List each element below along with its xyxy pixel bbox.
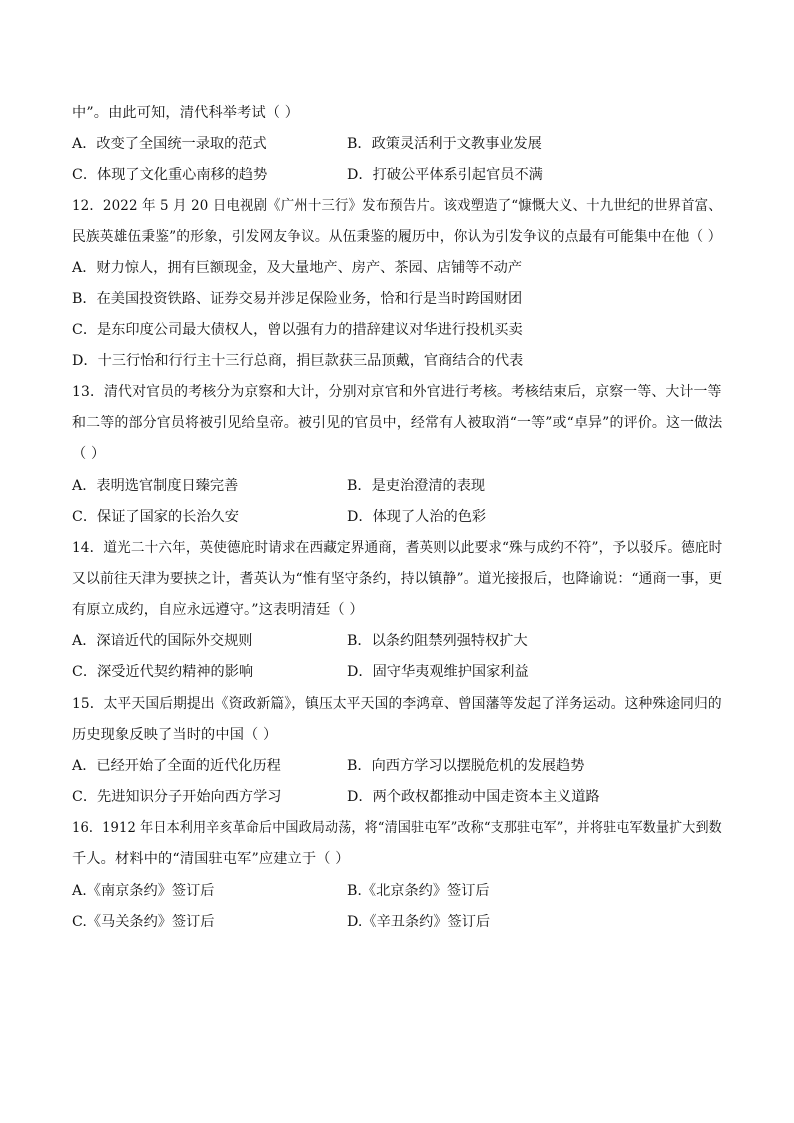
q12-option-c[interactable]: C．是东印度公司最大债权人，曾以强有力的措辞建议对华进行投机买卖	[72, 322, 523, 338]
q13-option-b[interactable]: B．是吏治澄清的表现	[347, 478, 486, 494]
q13-option-a[interactable]: A．表明选官制度日臻完善	[72, 478, 239, 494]
q12-option-d[interactable]: D．十三行怡和行行主十三行总商，捐巨款获三品顶戴，官商结合的代表	[72, 353, 524, 369]
q13-stem-line-3: （ ）	[72, 446, 106, 462]
q15-option-c[interactable]: C．先进知识分子开始向西方学习	[72, 789, 282, 805]
q15-option-b[interactable]: B．向西方学习以摆脱危机的发展趋势	[347, 758, 585, 774]
q16-option-d[interactable]: D.《辛丑条约》签订后	[347, 914, 491, 930]
q14-stem-line-3: 有原立成约，自应永远遵守。”这表明清廷（ ）	[72, 602, 364, 618]
q16-option-a[interactable]: A.《南京条约》签订后	[72, 883, 215, 899]
q13-stem-line-1: 13．清代对官员的考核分为京察和大计，分别对京官和外官进行考核。考核结束后，京察一等、大计一等	[72, 384, 722, 400]
q16-stem-line-2: 千人。材料中的“清国驻屯军”应建立于（ ）	[72, 851, 350, 867]
q14-option-d[interactable]: D．固守华夷观维护国家利益	[347, 664, 529, 680]
q14-option-c[interactable]: C．深受近代契约精神的影响	[72, 664, 254, 680]
q11-stem-tail: 中”。由此可知，清代科举考试（ ）	[72, 105, 300, 121]
q14-stem-line-2: 又以前往天津为要挟之计，耆英认为“惟有坚守条约，持以镇静”。道光接报后，也降谕说：“通商一事，更	[72, 571, 723, 587]
q12-stem-line-2: 民族英雄伍秉鉴”的形象，引发网友争议。从伍秉鉴的履历中，你认为引发争议的点最有可能集中在他（ ）	[72, 229, 722, 245]
q15-option-a[interactable]: A．已经开始了全面的近代化历程	[72, 758, 281, 774]
q15-stem-line-2: 历史现象反映了当时的中国（ ）	[72, 727, 278, 743]
q16-option-b[interactable]: B.《北京条约》签订后	[347, 883, 490, 899]
q13-option-d[interactable]: D．体现了人治的色彩	[347, 509, 487, 525]
q11-option-d[interactable]: D．打破公平体系引起官员不满	[347, 167, 543, 183]
q11-option-a[interactable]: A．改变了全国统一录取的范式	[72, 136, 267, 152]
q15-option-d[interactable]: D．两个政权都推动中国走资本主义道路	[347, 789, 600, 805]
q14-option-b[interactable]: B．以条约阻禁列强特权扩大	[347, 633, 528, 649]
q13-option-c[interactable]: C．保证了国家的长治久安	[72, 509, 239, 525]
q12-option-b[interactable]: B．在美国投资铁路、证券交易并涉足保险业务，恰和行是当时跨国财团	[72, 291, 523, 307]
q11-option-b[interactable]: B．政策灵活利于文教事业发展	[347, 136, 542, 152]
q16-stem-line-1: 16．1912 年日本利用辛亥革命后中国政局动荡，将“清国驻屯军”改称“支那驻屯军”，并将驻屯军数量扩大到数	[72, 820, 722, 836]
q14-option-a[interactable]: A．深谙近代的国际外交规则	[72, 633, 253, 649]
q12-option-a[interactable]: A．财力惊人，拥有巨额现金，及大量地产、房产、茶园、店铺等不动产	[72, 260, 523, 276]
q15-stem-line-1: 15．太平天国后期提出《资政新篇》，镇压太平天国的李鸿章、曾国藩等发起了洋务运动。这种殊途同归的	[72, 696, 722, 712]
q12-stem-line-1: 12．2022 年 5 月 20 日电视剧《广州十三行》发布预告片。该戏塑造了“慷慨大义、十九世纪的世界首富、	[72, 198, 722, 214]
q13-stem-line-2: 和二等的部分官员将被引见给皇帝。被引见的官员中，经常有人被取消“一等”或“卓异”的评价。这一做法	[72, 415, 723, 431]
q16-option-c[interactable]: C.《马关条约》签订后	[72, 914, 215, 930]
q14-stem-line-1: 14．道光二十六年，英使德庇时请求在西藏定界通商，耆英则以此要求“殊与成约不符”，予以驳斥。德庇时	[72, 540, 723, 556]
q11-option-c[interactable]: C．体现了文化重心南移的趋势	[72, 167, 268, 183]
